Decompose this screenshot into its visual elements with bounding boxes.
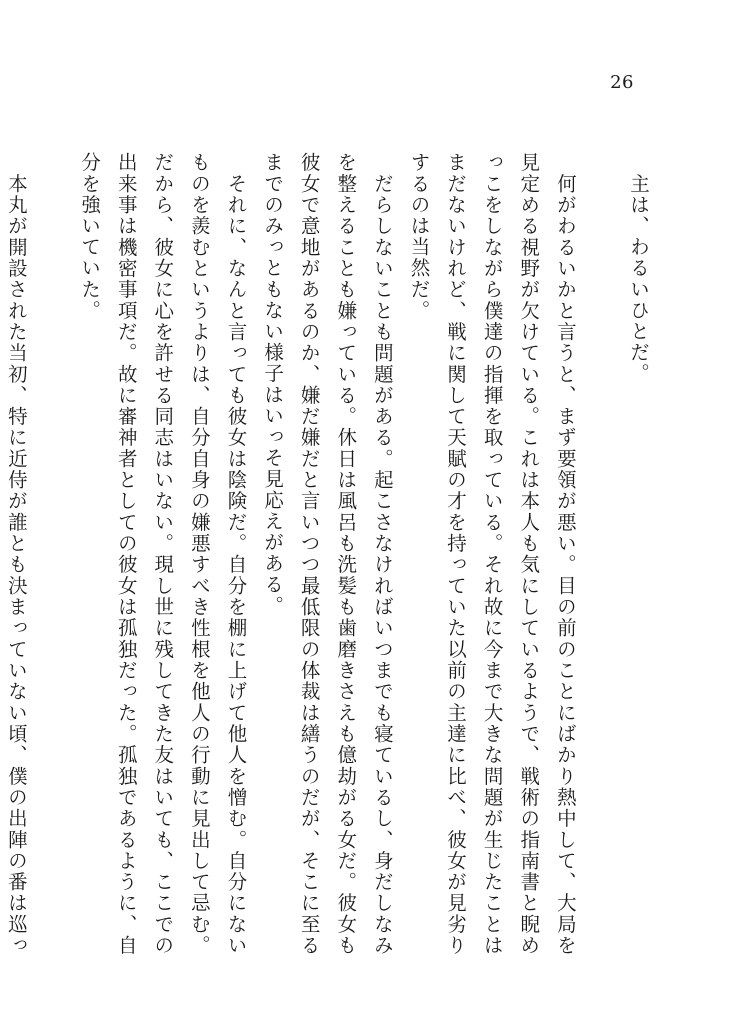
vertical-text-body [4,152,656,956]
blank-line [34,152,71,956]
paragraph: 本丸が開設された当初、特に近侍が誰とも決まっていない頃、僕の出陣の番は巡っ [4,173,28,956]
page-number: 26 [610,72,634,93]
blank-line [583,152,620,956]
paragraph: それに、なんと言っても彼女は陰険だ。自分を棚に上げて他人を憎む。自分にないものを羨むというよりは、自分自身の嫌悪すべき性根を他人の行動に見出して忌む。だから、彼女に心を許せる同志はいない。現し世に残してきた友はいても、ここでの出来事は機密事項だ。故に審神者としての彼女は孤独だった。孤独であるように、自分を強いていた。 [78,152,248,956]
paragraph: だらしないことも問題がある。起こさなければいつまでも寝ているし、身だしなみを整えることも嫌っている。休日は風呂も洗髪も歯磨きさえも億劫がる女だ。彼女も彼女で意地があるのか、嫌だ嫌だと言いつつ最低限の体裁は繕うのだが、そこに至るまでのみっともない様子はいっそ見応えがある。 [261,152,394,956]
paragraph: 何がわるいかと言うと、まず要領が悪い。目の前のことにばかり熱中して、大局を見定める視野が欠けている。これは本人も気にしているようで、戦術の指南書と睨めっこをしながら僕達の指揮を取っている。それ故に今まで大きな問題が生じたことはまだないけれど、戦に関して天賦の才を持っていた以前の主達に比べ、彼女が見劣りするのは当然だ。 [407,152,577,956]
paragraph-title-line: 主は、わるいひとだ。 [627,152,650,385]
